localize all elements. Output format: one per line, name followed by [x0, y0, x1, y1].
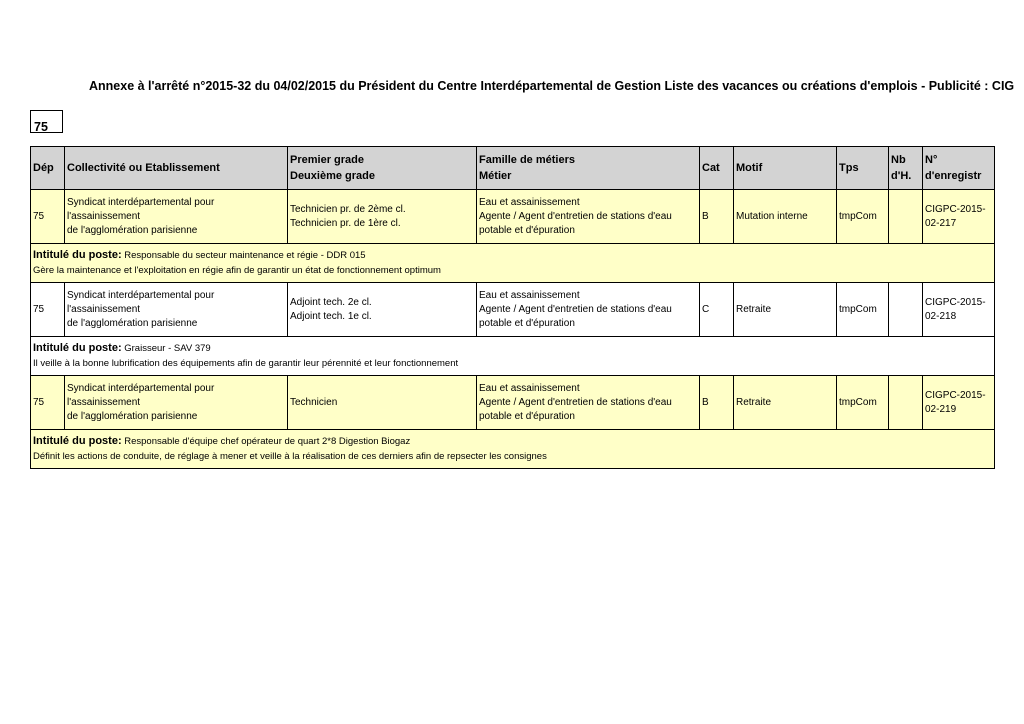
post-title: Responsable du secteur maintenance et régie - DDR 015: [124, 250, 366, 261]
post-label: Intitulé du poste:: [33, 342, 122, 354]
cell-num: [923, 283, 995, 337]
metier-line2: potable et d'épuration: [479, 410, 575, 422]
header-motif: Motif: [734, 147, 837, 190]
header-grades: [288, 147, 477, 190]
collectivite-line2: de l'agglomération parisienne: [67, 410, 198, 422]
cell-motif: Mutation interne: [734, 190, 837, 244]
header-nb: [889, 147, 923, 190]
header-tps: Tps: [837, 147, 889, 190]
grade2: Technicien pr. de 1ère cl.: [290, 217, 401, 229]
cell-grades: [288, 376, 477, 430]
header-grade2: Deuxième grade: [290, 170, 375, 182]
header-num-line2: d'enregistr: [925, 170, 982, 182]
collectivite-line1: Syndicat interdépartemental pour l'assainissement: [67, 196, 215, 222]
grade1: Technicien: [290, 396, 338, 408]
header-num-line1: N°: [925, 154, 938, 166]
cell-cat: C: [700, 283, 734, 337]
post-description: Définit les actions de conduite, de réglage à mener et veille à la réalisation de ces derniers afin de repsecter les consignes: [33, 451, 547, 462]
metier-line1: Agente / Agent d'entretien de stations d'eau: [479, 210, 672, 222]
cell-dep: 75: [31, 376, 65, 430]
num-line2: 02-219: [925, 403, 957, 415]
post-row: [31, 244, 995, 283]
department-code-box: 75: [30, 110, 63, 133]
grade2: Adjoint tech. 1e cl.: [290, 310, 372, 322]
post-row: [31, 337, 995, 376]
cell-nb: [889, 376, 923, 430]
header-famille-metier: [477, 147, 700, 190]
metier-line1: Agente / Agent d'entretien de stations d'eau: [479, 396, 672, 408]
famille: Eau et assainissement: [479, 196, 580, 208]
table-header-row: [31, 147, 995, 190]
header-nb-line1: Nb: [891, 154, 906, 166]
table-row: [31, 283, 995, 337]
cell-tps: tmpCom: [837, 190, 889, 244]
header-collectivite: Collectivité ou Etablissement: [65, 147, 288, 190]
header-num: [923, 147, 995, 190]
header-nb-line2: d'H.: [891, 170, 912, 182]
cell-nb: [889, 283, 923, 337]
cell-motif: Retraite: [734, 283, 837, 337]
post-title: Graisseur - SAV 379: [124, 343, 211, 354]
cell-num: [923, 190, 995, 244]
cell-dep: 75: [31, 190, 65, 244]
num-line1: CIGPC-2015-: [925, 203, 986, 215]
cell-nb: [889, 190, 923, 244]
post-cell: [31, 244, 995, 283]
grade1: Technicien pr. de 2ème cl.: [290, 203, 406, 215]
post-title: Responsable d'équipe chef opérateur de quart 2*8 Digestion Biogaz: [124, 436, 411, 447]
collectivite-line2: de l'agglomération parisienne: [67, 317, 198, 329]
cell-num: [923, 376, 995, 430]
famille: Eau et assainissement: [479, 289, 580, 301]
post-label: Intitulé du poste:: [33, 435, 122, 447]
cell-tps: tmpCom: [837, 376, 889, 430]
cell-collectivite: [65, 283, 288, 337]
cell-famille-metier: [477, 190, 700, 244]
cell-cat: B: [700, 190, 734, 244]
cell-collectivite: [65, 190, 288, 244]
header-dep: Dép: [31, 147, 65, 190]
post-label: Intitulé du poste:: [33, 249, 122, 261]
num-line1: CIGPC-2015-: [925, 389, 986, 401]
cell-dep: 75: [31, 283, 65, 337]
vacancies-table: [30, 146, 995, 469]
cell-motif: Retraite: [734, 376, 837, 430]
cell-famille-metier: [477, 283, 700, 337]
header-famille: Famille de métiers: [479, 154, 575, 166]
header-metier: Métier: [479, 170, 512, 182]
num-line2: 02-218: [925, 310, 957, 322]
famille: Eau et assainissement: [479, 382, 580, 394]
cell-famille-metier: [477, 376, 700, 430]
metier-line2: potable et d'épuration: [479, 224, 575, 236]
table-row: [31, 376, 995, 430]
document-title: Annexe à l'arrêté n°2015-32 du 04/02/2015 du Président du Centre Interdépartemental de Gestion Liste des vacances ou créations d'emplois - Publicité : CIG: [89, 79, 1015, 93]
header-cat: Cat: [700, 147, 734, 190]
post-cell: [31, 337, 995, 376]
cell-collectivite: [65, 376, 288, 430]
header-grade1: Premier grade: [290, 154, 364, 166]
cell-grades: [288, 283, 477, 337]
cell-tps: tmpCom: [837, 283, 889, 337]
num-line2: 02-217: [925, 217, 957, 229]
post-description: Il veille à la bonne lubrification des équipements afin de garantir leur pérennité et leur fonctionnement: [33, 358, 459, 369]
post-row: [31, 430, 995, 469]
table-row: [31, 190, 995, 244]
num-line1: CIGPC-2015-: [925, 296, 986, 308]
grade1: Adjoint tech. 2e cl.: [290, 296, 372, 308]
post-cell: [31, 430, 995, 469]
collectivite-line1: Syndicat interdépartemental pour l'assainissement: [67, 382, 215, 408]
post-description: Gère la maintenance et l'exploitation en régie afin de garantir un état de fonctionnement optimum: [33, 265, 441, 276]
collectivite-line1: Syndicat interdépartemental pour l'assainissement: [67, 289, 215, 315]
metier-line1: Agente / Agent d'entretien de stations d'eau: [479, 303, 672, 315]
collectivite-line2: de l'agglomération parisienne: [67, 224, 198, 236]
cell-cat: B: [700, 376, 734, 430]
metier-line2: potable et d'épuration: [479, 317, 575, 329]
cell-grades: [288, 190, 477, 244]
